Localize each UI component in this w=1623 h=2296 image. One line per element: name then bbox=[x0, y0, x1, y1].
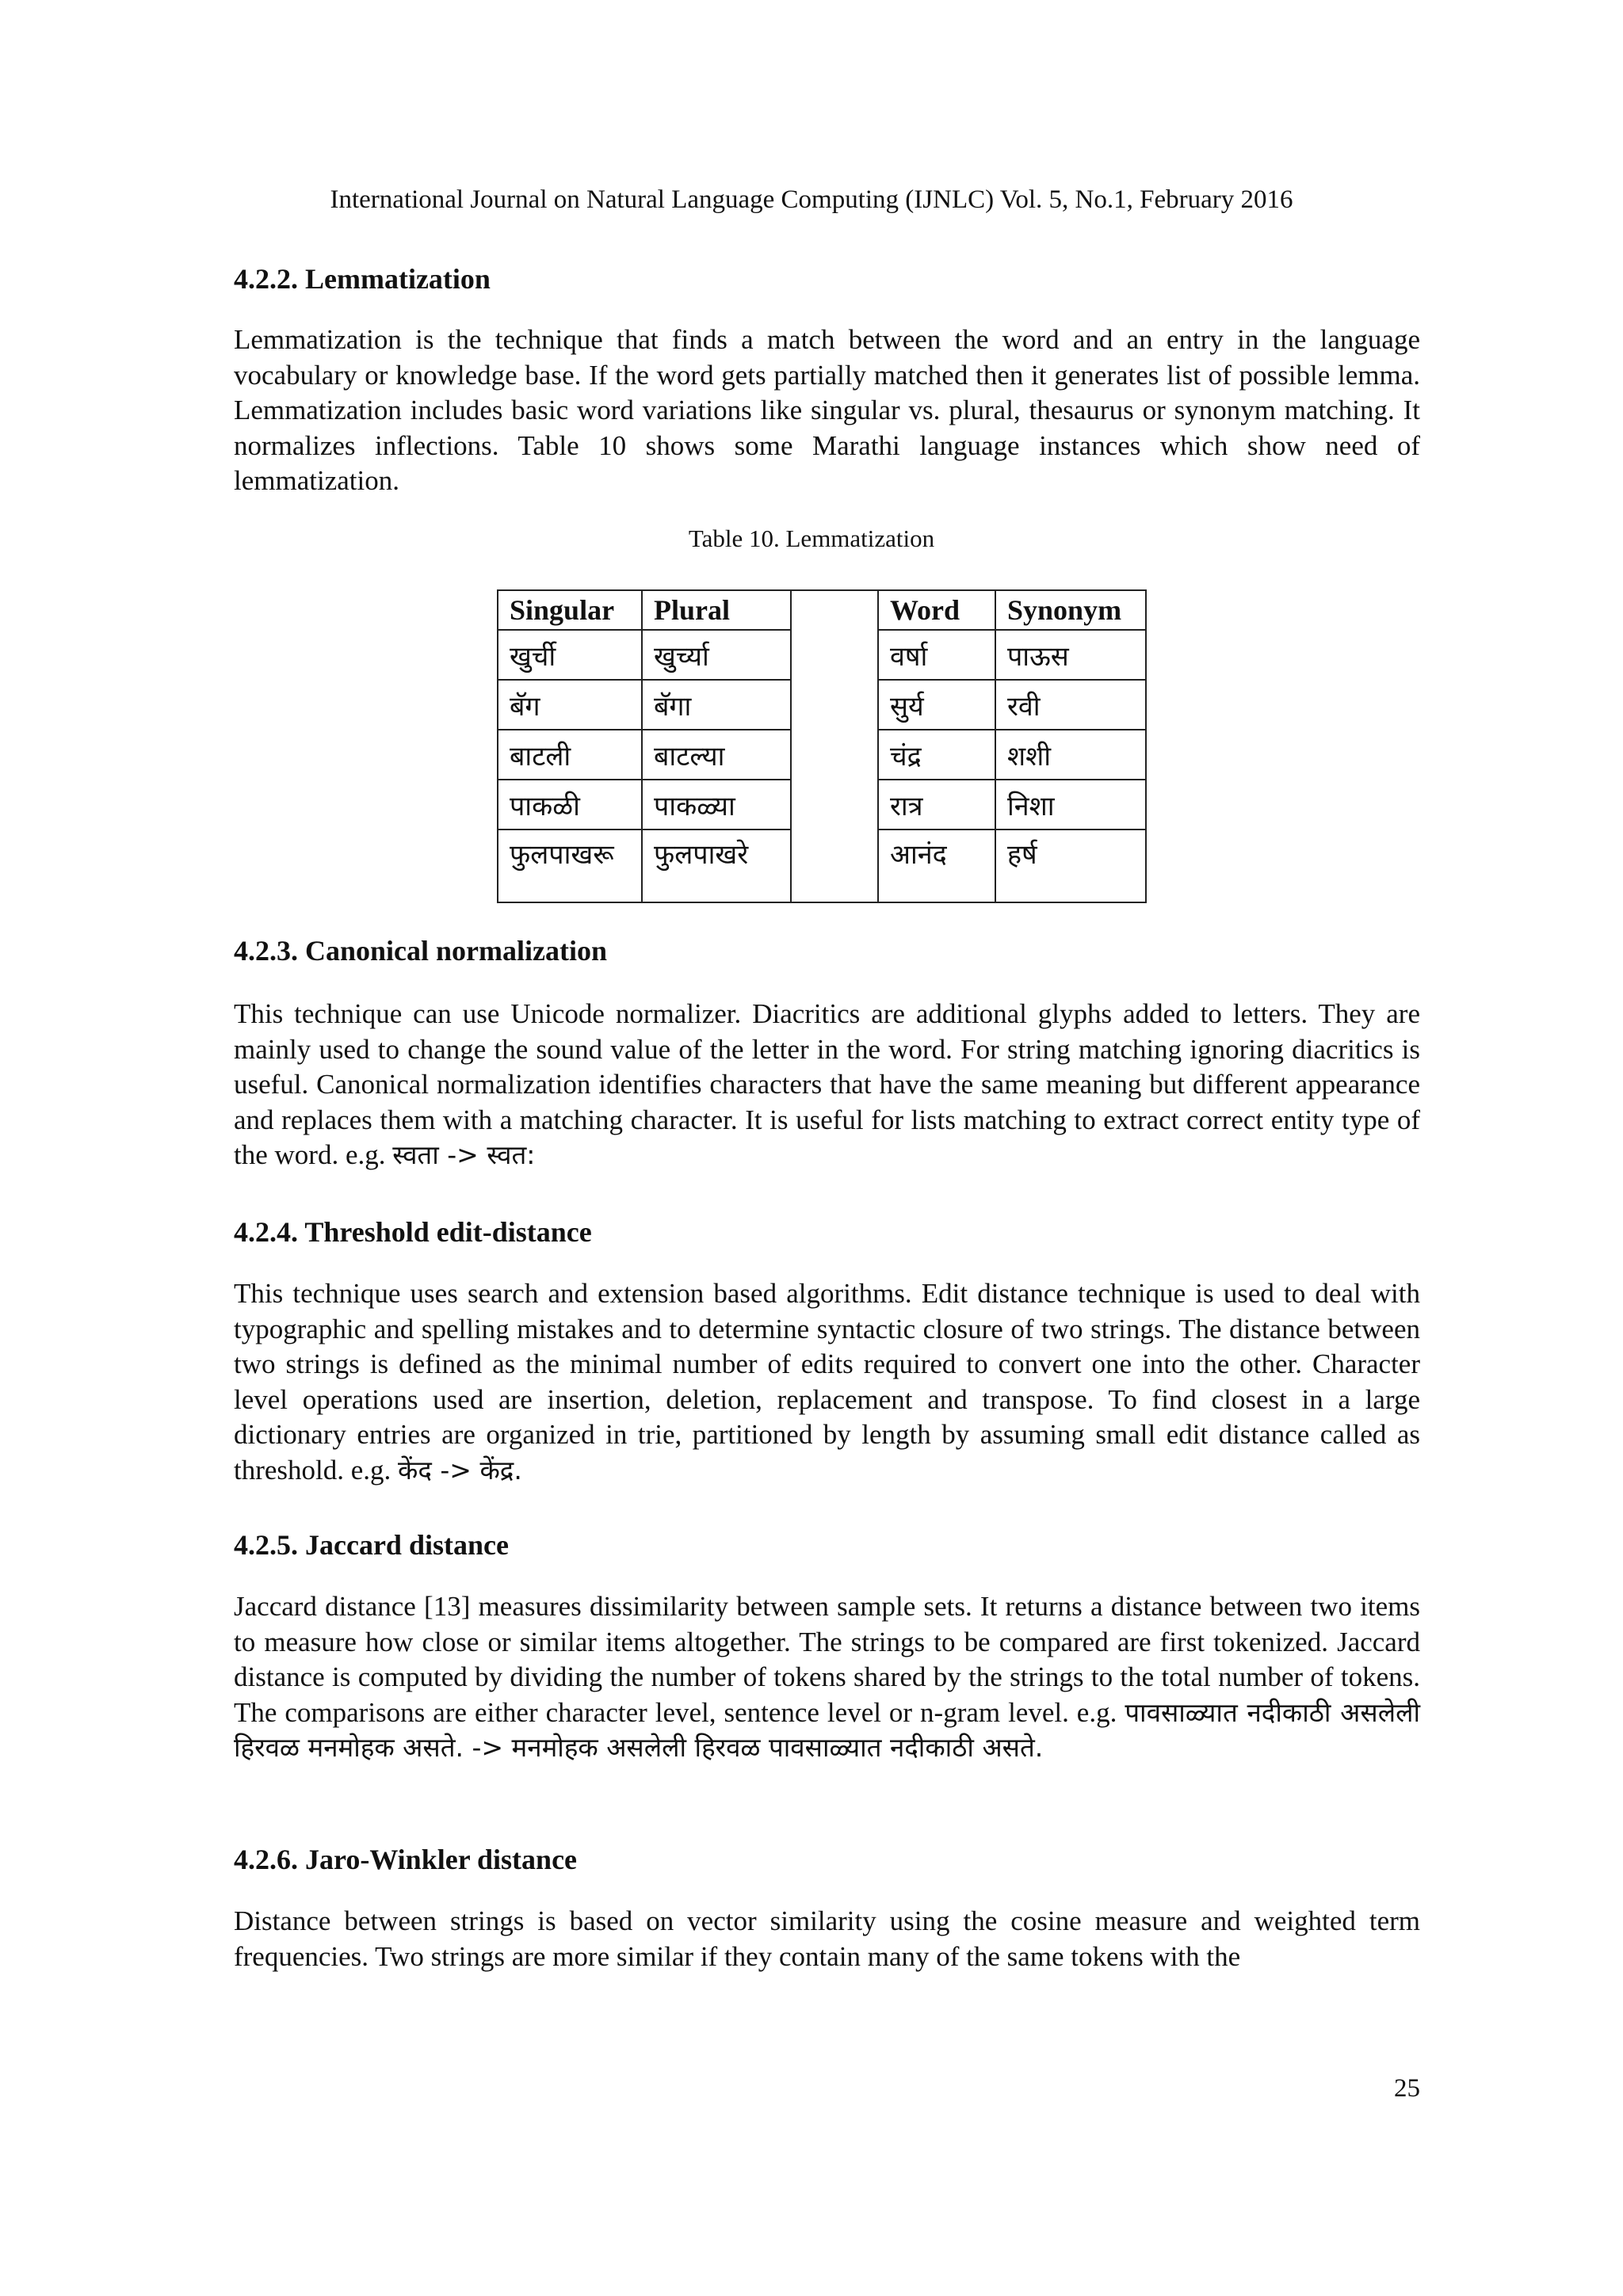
cell-plural: बाटल्या bbox=[642, 730, 791, 780]
cell-plural: खुर्च्या bbox=[642, 630, 791, 680]
section-heading: 4.2.5. Jaccard distance bbox=[234, 1529, 509, 1561]
section-heading: 4.2.6. Jaro-Winkler distance bbox=[234, 1844, 578, 1875]
section-threshold-edit-distance-body bbox=[234, 1276, 1420, 1488]
table-spacer bbox=[791, 590, 878, 902]
paragraph bbox=[234, 997, 1420, 1173]
paragraph: Lemmatization is the technique that finds a match between the word and an entry in the language vocabulary or knowledge base. If the word gets partially matched then it generates list of possible lemma. Lemmatization includes basic word variations like singular vs. plural, thesaurus or synonym matching. It normalizes inflections. Table 10 shows some Marathi language instances which show need of lemmatization. bbox=[234, 324, 1420, 496]
section-canonical-normalization bbox=[234, 933, 1420, 968]
table-caption: Table 10. Lemmatization bbox=[688, 524, 935, 552]
cell-plural: पाकळ्या bbox=[642, 780, 791, 830]
example-text: स्वता -> स्वत: bbox=[392, 1139, 536, 1170]
example-text: पावसाळ्यात नदीकाठी असलेली हिरवळ मनमोहक असते. -> मनमोहक असलेली हिरवळ पावसाळ्यात नदीकाठी असते. bbox=[234, 1696, 1420, 1763]
section-jaccard-distance-body bbox=[234, 1589, 1420, 1766]
header-plural: Plural bbox=[642, 590, 791, 630]
section-jaro-winkler-distance bbox=[234, 1842, 1420, 1877]
section-lemmatization bbox=[234, 261, 1420, 296]
section-canonical-normalization-body bbox=[234, 997, 1420, 1173]
cell-word: सुर्य bbox=[878, 680, 995, 730]
section-jaccard-distance bbox=[234, 1527, 1420, 1562]
header-word: Word bbox=[878, 590, 995, 630]
cell-word: चंद्र bbox=[878, 730, 995, 780]
paragraph bbox=[234, 1276, 1420, 1488]
header-synonym: Synonym bbox=[995, 590, 1146, 630]
paragraph: Distance between strings is based on vector similarity using the cosine measure and weighted term frequencies. Two strings are more similar if they contain many of the same tokens with the bbox=[234, 1905, 1420, 1972]
cell-singular: फुलपाखरू bbox=[498, 830, 642, 902]
section-threshold-edit-distance bbox=[234, 1215, 1420, 1249]
cell-plural: बॅगा bbox=[642, 680, 791, 730]
cell-synonym: पाऊस bbox=[995, 630, 1146, 680]
cell-synonym: रवी bbox=[995, 680, 1146, 730]
section-heading: 4.2.3. Canonical normalization bbox=[234, 935, 608, 967]
table-header-row bbox=[498, 590, 1146, 630]
section-jaro-winkler-distance-body bbox=[234, 1904, 1420, 1974]
paragraph-text: This technique uses search and extension based algorithms. Edit distance technique is used to deal with typographic and spelling mistakes and to determine syntactic closure of two strings. The distance between two strings is defined as the minimal number of edits required to convert one into the other. Character level operations used are insertion, deletion, replacement and transpose. To find closest in a large dictionary entries are organized in trie, partitioned by length by assuming small edit distance called as threshold. e.g. bbox=[234, 1278, 1420, 1486]
cell-word: आनंद bbox=[878, 830, 995, 902]
lemmatization-table bbox=[497, 589, 1147, 903]
section-lemmatization-body bbox=[234, 322, 1420, 499]
cell-singular: खुर्ची bbox=[498, 630, 642, 680]
section-heading: 4.2.4. Threshold edit-distance bbox=[234, 1216, 592, 1248]
cell-synonym: निशा bbox=[995, 780, 1146, 830]
header-singular: Singular bbox=[498, 590, 642, 630]
paragraph-text: Jaccard distance [13] measures dissimilarity between sample sets. It returns a distance between two items to measure how close or similar items altogether. The strings to be compared are first tokenized. Jaccard distance is computed by dividing the number of tokens shared by the strings to the total number of tokens. The comparisons are either character level, sentence level or n-gram level. e.g. bbox=[234, 1591, 1420, 1728]
cell-word: वर्षा bbox=[878, 630, 995, 680]
example-text: केंद -> केंद्र. bbox=[398, 1454, 522, 1486]
cell-synonym: शशी bbox=[995, 730, 1146, 780]
paragraph-text: This technique can use Unicode normalizer. Diacritics are additional glyphs added to letters. They are mainly used to change the sound value of the letter in the word. For string matching ignoring diacritics is useful. Canonical normalization identifies characters that have the same meaning but different appearance and replaces them with a matching character. It is useful for lists matching to extract correct entity type of the word. e.g. bbox=[234, 998, 1420, 1170]
paragraph bbox=[234, 1589, 1420, 1766]
cell-synonym: हर्ष bbox=[995, 830, 1146, 902]
cell-singular: बाटली bbox=[498, 730, 642, 780]
page-number: 25 bbox=[1394, 2074, 1420, 2103]
running-header: International Journal on Natural Language Computing (IJNLC) Vol. 5, No.1, February 2016 bbox=[330, 185, 1293, 214]
cell-plural: फुलपाखरे bbox=[642, 830, 791, 902]
cell-singular: पाकळी bbox=[498, 780, 642, 830]
cell-singular: बॅग bbox=[498, 680, 642, 730]
section-heading: 4.2.2. Lemmatization bbox=[234, 263, 491, 295]
cell-word: रात्र bbox=[878, 780, 995, 830]
